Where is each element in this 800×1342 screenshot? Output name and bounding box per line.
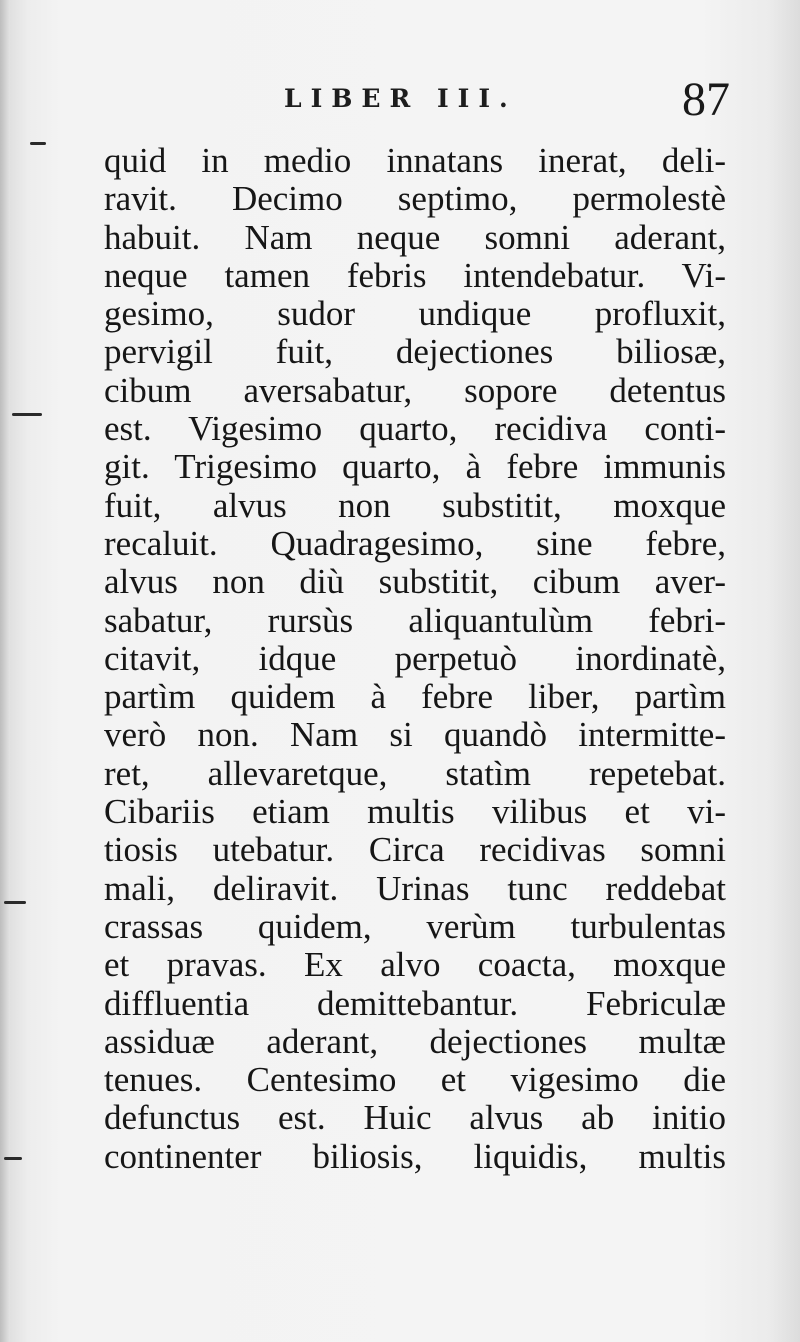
text-line: diffluentia demittebantur. Febriculæ: [104, 983, 726, 1023]
text-line: crassas quidem, verùm turbulentas: [104, 906, 726, 946]
page-gutter-shadow: [0, 0, 10, 1342]
text-line: ravit. Decimo septimo, permolestè: [104, 179, 726, 219]
text-line: tiosis utebatur. Circa recidivas somni: [104, 830, 726, 870]
binding-mark: [4, 901, 26, 904]
text-line: continenter biliosis, liquidis, multis: [104, 1136, 726, 1176]
text-line: mali, deliravit. Urinas tunc reddebat: [104, 868, 726, 908]
text-line: assiduæ aderant, dejectiones multæ: [104, 1021, 726, 1061]
binding-mark: [30, 142, 46, 145]
text-line: alvus non diù substitit, cibum aver-: [104, 562, 726, 602]
text-line: git. Trigesimo quarto, à febre immunis: [104, 447, 726, 487]
text-line: gesimo, sudor undique profluxit,: [104, 294, 726, 334]
text-line: defunctus est. Huic alvus ab initio: [104, 1098, 726, 1138]
binding-mark: [12, 413, 42, 416]
running-head: [100, 73, 730, 134]
text-line: neque tamen febris intendebatur. Vi-: [104, 255, 726, 295]
text-line: recaluit. Quadragesimo, sine febre,: [104, 523, 726, 563]
text-line: partìm quidem à febre liber, partìm: [104, 677, 726, 717]
text-line: fuit, alvus non substitit, moxque: [104, 485, 726, 525]
text-line: pervigil fuit, dejectiones biliosæ,: [104, 332, 726, 372]
body-text: [104, 142, 726, 1176]
text-line: tenues. Centesimo et vigesimo die: [104, 1060, 726, 1100]
text-line: Cibariis etiam multis vilibus et vi-: [104, 792, 726, 832]
text-line: ret, allevaretque, statìm repetebat.: [104, 753, 726, 793]
text-line: est. Vigesimo quarto, recidiva conti-: [104, 409, 726, 449]
text-line: citavit, idque perpetuò inordinatè,: [104, 638, 726, 678]
running-title: LIBER III.: [284, 84, 517, 113]
text-line: sabatur, rursùs aliquantulùm febri-: [104, 600, 726, 640]
page-number: 87: [682, 73, 730, 126]
text-line: et pravas. Ex alvo coacta, moxque: [104, 945, 726, 985]
text-line: cibum aversabatur, sopore detentus: [104, 370, 726, 410]
text-line: verò non. Nam si quandò intermitte-: [104, 715, 726, 755]
binding-mark: [4, 1157, 22, 1160]
text-line: habuit. Nam neque somni aderant,: [104, 217, 726, 257]
text-line: quid in medio innatans inerat, deli-: [104, 141, 726, 180]
